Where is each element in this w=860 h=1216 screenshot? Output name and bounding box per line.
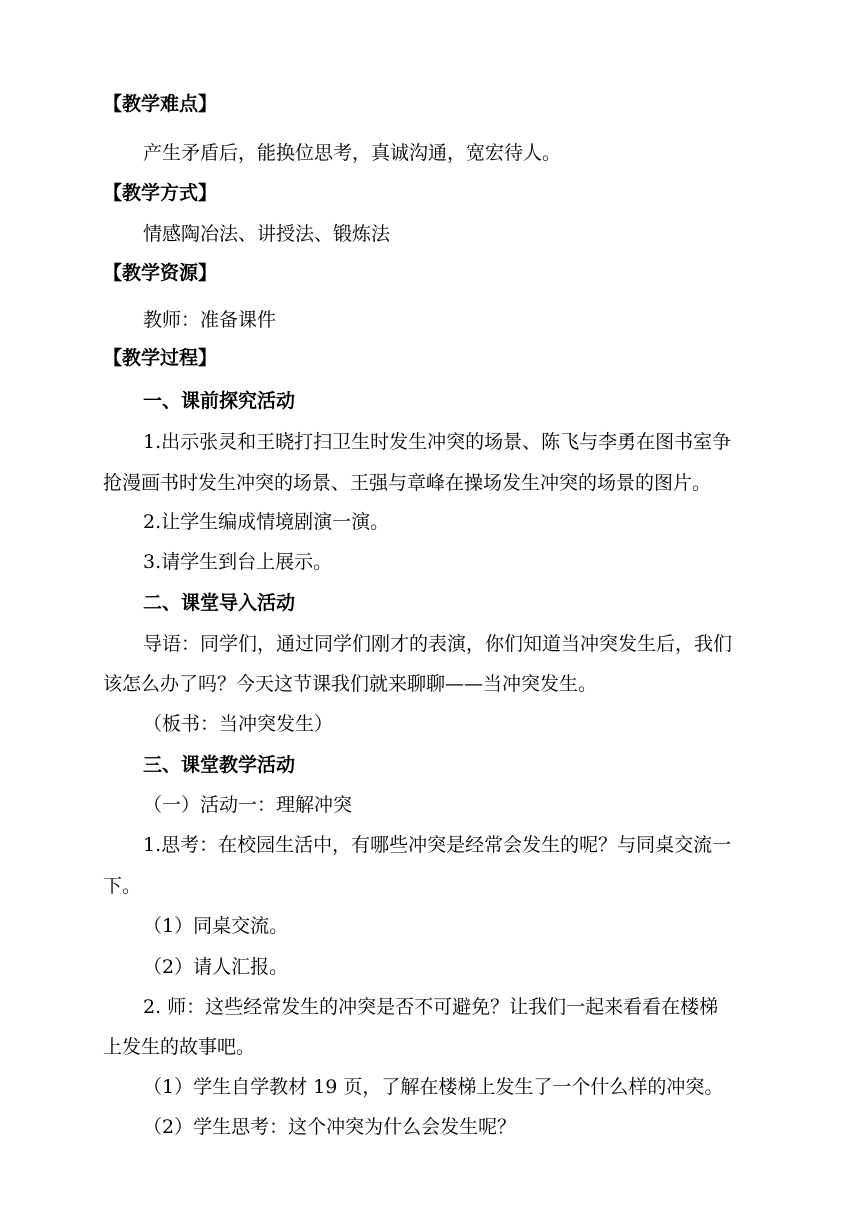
activity1-item2-sub1: （1）学生自学教材 19 页，了解在楼梯上发生了一个什么样的冲突。 bbox=[143, 1076, 724, 1098]
process-part1-item3: 3.请学生到台上展示。 bbox=[143, 551, 333, 573]
section-heading-resource: 【教学资源】 bbox=[103, 262, 218, 284]
process-part3-title: 三、课堂教学活动 bbox=[143, 754, 296, 776]
process-part2-title: 二、课堂导入活动 bbox=[143, 592, 296, 614]
difficulty-text: 产生矛盾后，能换位思考，真诚沟通，宽宏待人。 bbox=[143, 142, 562, 164]
activity1-item1-line1: 1.思考：在校园生活中，有哪些冲突是经常会发生的呢？与同桌交流一 bbox=[143, 834, 732, 856]
section-heading-process: 【教学过程】 bbox=[103, 347, 218, 369]
section-heading-difficulty: 【教学难点】 bbox=[103, 93, 218, 115]
activity1-item2-sub2: （2）学生思考：这个冲突为什么会发生呢？ bbox=[143, 1116, 517, 1138]
activity1-title: （一）活动一：理解冲突 bbox=[143, 794, 353, 816]
resource-text: 教师：准备课件 bbox=[143, 309, 277, 331]
section-heading-method: 【教学方式】 bbox=[103, 182, 218, 204]
process-part1-item2: 2.让学生编成情境剧演一演。 bbox=[143, 511, 390, 533]
process-part2-text-line1: 导语：同学们，通过同学们刚才的表演，你们知道当冲突发生后，我们 bbox=[143, 633, 733, 655]
activity1-item1-line2: 下。 bbox=[103, 875, 142, 897]
method-text: 情感陶冶法、讲授法、锻炼法 bbox=[143, 223, 391, 245]
activity1-item2-line1: 2. 师：这些经常发生的冲突是否不可避免？让我们一起来看看在楼梯 bbox=[143, 996, 719, 1018]
process-part1-title: 一、课前探究活动 bbox=[143, 390, 296, 412]
process-part1-item1-line1: 1.出示张灵和王晓打扫卫生时发生冲突的场景、陈飞与李勇在图书室争 bbox=[143, 431, 732, 453]
activity1-sub2: （2）请人汇报。 bbox=[143, 956, 289, 978]
process-part2-text-line2: 该怎么办了吗？今天这节课我们就来聊聊——当冲突发生。 bbox=[103, 673, 598, 695]
activity1-item2-line2: 上发生的故事吧。 bbox=[103, 1036, 256, 1058]
process-part2-board: （板书：当冲突发生） bbox=[143, 713, 334, 735]
process-part1-item1-line2: 抢漫画书时发生冲突的场景、王强与章峰在操场发生冲突的场景的图片。 bbox=[103, 472, 712, 494]
activity1-sub1: （1）同桌交流。 bbox=[143, 915, 289, 937]
